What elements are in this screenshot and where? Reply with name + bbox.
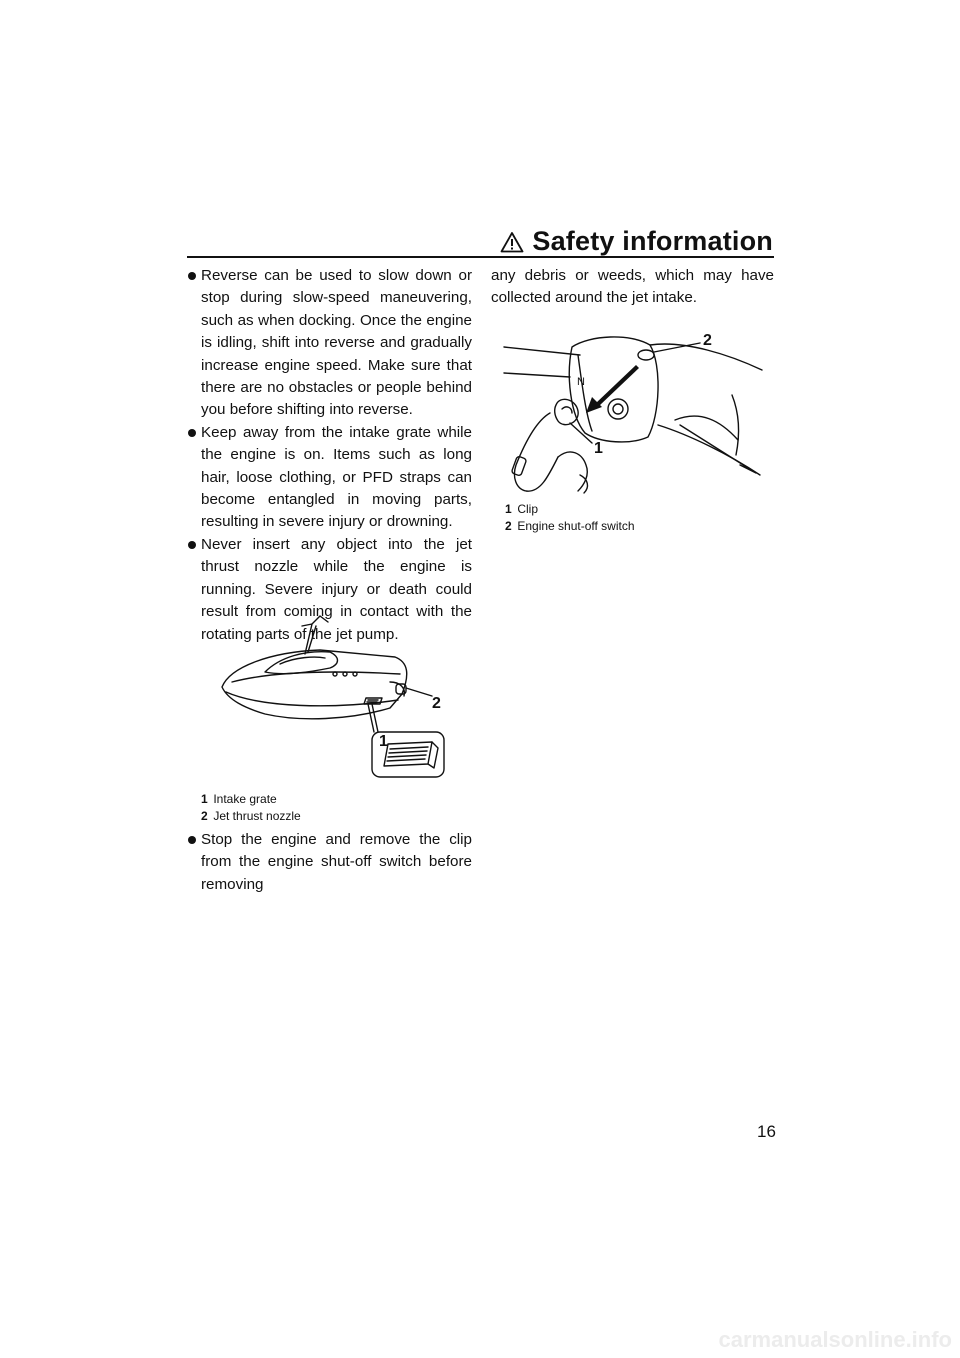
right-column — [491, 265, 774, 310]
figure-letter: N — [577, 376, 585, 388]
left-column — [187, 265, 472, 646]
figure-callout: 2 — [703, 332, 712, 349]
figure-caption: 1 Clip — [505, 502, 539, 516]
figure-callout: 1 — [594, 440, 603, 457]
page-title: Safety information — [532, 226, 773, 256]
bullet-item: Never insert any object into the jet thrust nozzle while the engine is running. Severe injury or death could result from coming in contact with the rotating parts of the jet pump. — [187, 534, 472, 646]
figure-caption: 1 Intake grate — [201, 792, 277, 806]
continuation-paragraph: any debris or weeds, which may have collected around the jet intake. — [491, 267, 774, 307]
page-number: 16 — [757, 1122, 776, 1141]
bullet-dot-icon — [188, 541, 196, 549]
footer-watermark: carmanualsonline.info — [718, 1327, 952, 1352]
figure-callout: 2 — [432, 695, 441, 712]
bullet-item: Stop the engine and remove the clip from the engine shut-off switch before removing — [187, 829, 472, 896]
handlebar-switch-illustration — [500, 325, 770, 495]
bullet-dot-icon — [188, 429, 196, 437]
bullet-item: Keep away from the intake grate while the engine is on. Items such as long hair, loose clothing, or PFD straps can become entangled in moving parts, resulting in severe injury or drowning. — [187, 422, 472, 534]
left-column-bottom — [187, 829, 472, 896]
watercraft-illustration — [210, 612, 450, 782]
warning-triangle-icon — [500, 231, 524, 253]
bullet-dot-icon — [188, 272, 196, 280]
figure-caption: 2 Engine shut-off switch — [505, 519, 635, 533]
bullet-item: Reverse can be used to slow down or stop during slow-speed maneuvering, such as when docking. Once the engine is idling, shift into reverse and gradually increase engine speed. Make sure that there are no obstacles or people behind you before shifting into reverse. — [187, 265, 472, 422]
header-rule — [187, 256, 774, 258]
figure-caption: 2 Jet thrust nozzle — [201, 809, 301, 823]
figure-callout: 1 — [379, 733, 388, 750]
bullet-dot-icon — [188, 836, 196, 844]
page-header — [500, 226, 773, 257]
